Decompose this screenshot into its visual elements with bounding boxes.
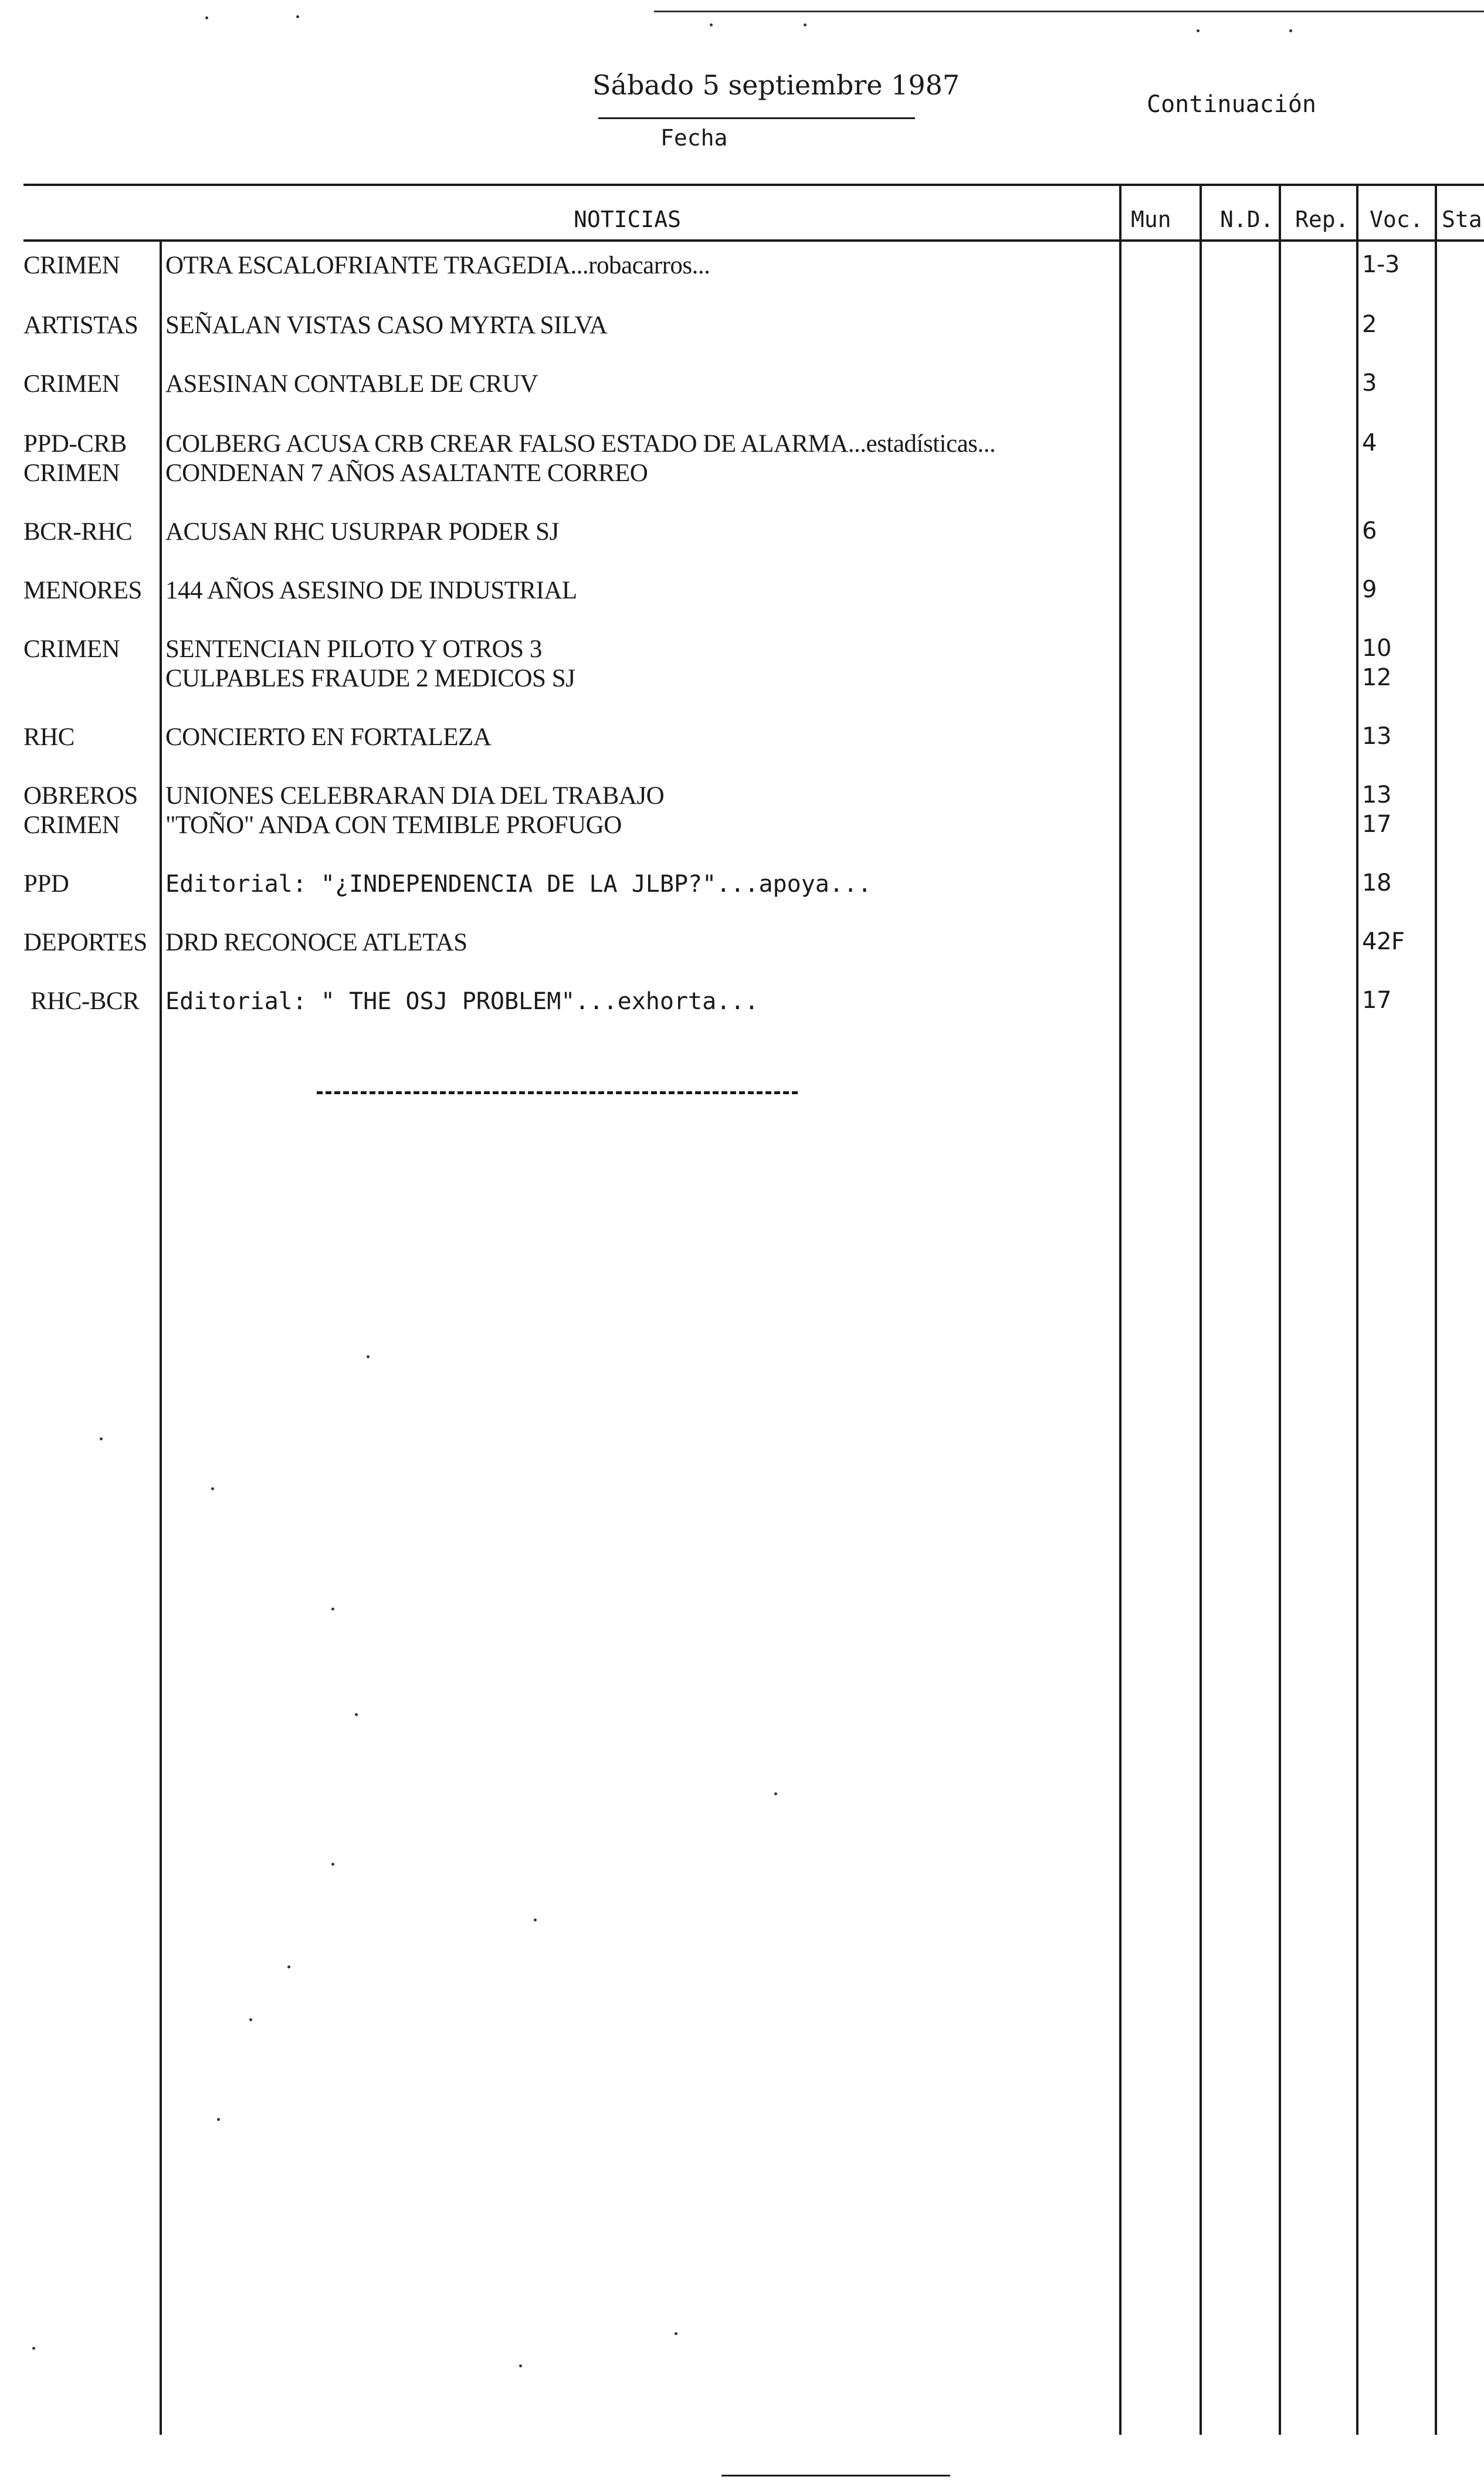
row-headline: CONCIERTO EN FORTALEZA bbox=[165, 723, 492, 751]
row-headline: OTRA ESCALOFRIANTE TRAGEDIA...robacarros... bbox=[165, 252, 710, 279]
fecha-label: Fecha bbox=[660, 125, 728, 151]
row-category: RHC-BCR bbox=[31, 987, 140, 1015]
row-category: ARTISTAS bbox=[23, 312, 138, 339]
column-divider-sta bbox=[1435, 185, 1437, 2435]
scan-speck bbox=[355, 1713, 358, 1716]
column-divider-voc bbox=[1356, 185, 1358, 2435]
row-category: CRIMEN bbox=[23, 811, 120, 839]
end-of-list-dashed-line bbox=[317, 1091, 798, 1094]
row-voc: 18 bbox=[1362, 869, 1391, 896]
row-category: OBREROS bbox=[23, 782, 138, 810]
row-headline: Editorial: " THE OSJ PROBLEM"...exhorta... bbox=[165, 988, 759, 1015]
table-top-rule bbox=[23, 184, 1484, 186]
scan-speck bbox=[804, 23, 807, 26]
row-voc: 2 bbox=[1362, 311, 1377, 338]
scan-speck bbox=[211, 1487, 214, 1490]
continuation-label: Continuación bbox=[1147, 91, 1316, 118]
scan-speck bbox=[249, 2018, 252, 2021]
scan-speck bbox=[296, 15, 299, 18]
scan-speck bbox=[1289, 29, 1292, 32]
row-headline: ACUSAN RHC USURPAR PODER SJ bbox=[165, 518, 559, 546]
row-headline: CULPABLES FRAUDE 2 MEDICOS SJ bbox=[165, 665, 575, 692]
bottom-edge-rule bbox=[721, 2475, 950, 2476]
column-divider-nd bbox=[1200, 185, 1202, 2435]
row-category: CRIMEN bbox=[23, 635, 120, 663]
scan-speck bbox=[675, 2332, 677, 2335]
row-headline: 144 AÑOS ASESINO DE INDUSTRIAL bbox=[165, 577, 577, 604]
row-category: RHC bbox=[23, 723, 74, 751]
column-divider-mun bbox=[1119, 185, 1122, 2435]
row-voc: 9 bbox=[1362, 576, 1377, 603]
date-underline bbox=[598, 117, 915, 119]
row-voc: 10 bbox=[1362, 635, 1391, 662]
row-voc: 6 bbox=[1362, 517, 1377, 544]
row-voc: 17 bbox=[1362, 811, 1391, 838]
row-category: MENORES bbox=[23, 577, 142, 604]
row-voc: 12 bbox=[1362, 664, 1391, 691]
scan-speck bbox=[205, 16, 208, 19]
row-headline: SEÑALAN VISTAS CASO MYRTA SILVA bbox=[165, 312, 608, 339]
row-headline: SENTENCIAN PILOTO Y OTROS 3 bbox=[165, 635, 542, 663]
column-header-voc: Voc. bbox=[1370, 207, 1424, 232]
scan-speck bbox=[100, 1437, 103, 1440]
row-headline: COLBERG ACUSA CRB CREAR FALSO ESTADO DE ALARMA...estadísticas... bbox=[165, 430, 996, 458]
scan-speck bbox=[534, 1919, 537, 1921]
scan-speck bbox=[367, 1355, 370, 1358]
column-header-rep: Rep. bbox=[1295, 207, 1349, 232]
row-voc: 13 bbox=[1362, 723, 1391, 750]
column-header-mun: Mun bbox=[1131, 207, 1171, 232]
row-headline: UNIONES CELEBRARAN DIA DEL TRABAJO bbox=[165, 782, 665, 810]
row-category: PPD bbox=[23, 870, 69, 898]
row-headline: ASESINAN CONTABLE DE CRUV bbox=[165, 370, 538, 398]
scan-speck bbox=[519, 2364, 522, 2367]
row-category: DEPORTES bbox=[23, 929, 147, 956]
row-voc: 1-3 bbox=[1362, 251, 1400, 278]
row-voc: 4 bbox=[1362, 429, 1377, 456]
row-voc: 17 bbox=[1362, 987, 1391, 1014]
row-headline: DRD RECONOCE ATLETAS bbox=[165, 929, 467, 956]
row-voc: 3 bbox=[1362, 370, 1377, 397]
scan-speck bbox=[331, 1863, 334, 1866]
scan-speck bbox=[1197, 29, 1200, 32]
column-divider-category bbox=[160, 241, 162, 2435]
scan-speck bbox=[710, 23, 713, 26]
row-category: CRIMEN bbox=[23, 459, 120, 487]
column-header-sta: Sta bbox=[1442, 207, 1482, 232]
scan-speck bbox=[217, 2118, 220, 2121]
row-category: CRIMEN bbox=[23, 252, 120, 279]
scan-speck bbox=[32, 2347, 35, 2350]
column-divider-rep bbox=[1279, 185, 1281, 2435]
row-voc: 42F bbox=[1362, 928, 1405, 955]
row-category: BCR-RHC bbox=[23, 518, 133, 546]
row-headline: Editorial: "¿INDEPENDENCIA DE LA JLBP?"...apoya... bbox=[165, 871, 872, 898]
row-headline: "TOÑO" ANDA CON TEMIBLE PROFUGO bbox=[165, 811, 622, 839]
header-bottom-rule bbox=[23, 239, 1484, 242]
scan-speck bbox=[287, 1965, 290, 1968]
row-voc: 13 bbox=[1362, 781, 1391, 808]
row-category: CRIMEN bbox=[23, 370, 120, 398]
top-edge-rule bbox=[654, 11, 1484, 12]
row-category: PPD-CRB bbox=[23, 430, 127, 458]
column-header-nd: N.D. bbox=[1220, 207, 1274, 232]
scan-speck bbox=[331, 1608, 334, 1611]
column-header-noticias: NOTICIAS bbox=[574, 207, 682, 232]
scan-speck bbox=[774, 1792, 777, 1795]
date-text: Sábado 5 septiembre 1987 bbox=[592, 69, 960, 101]
row-headline: CONDENAN 7 AÑOS ASALTANTE CORREO bbox=[165, 459, 648, 487]
